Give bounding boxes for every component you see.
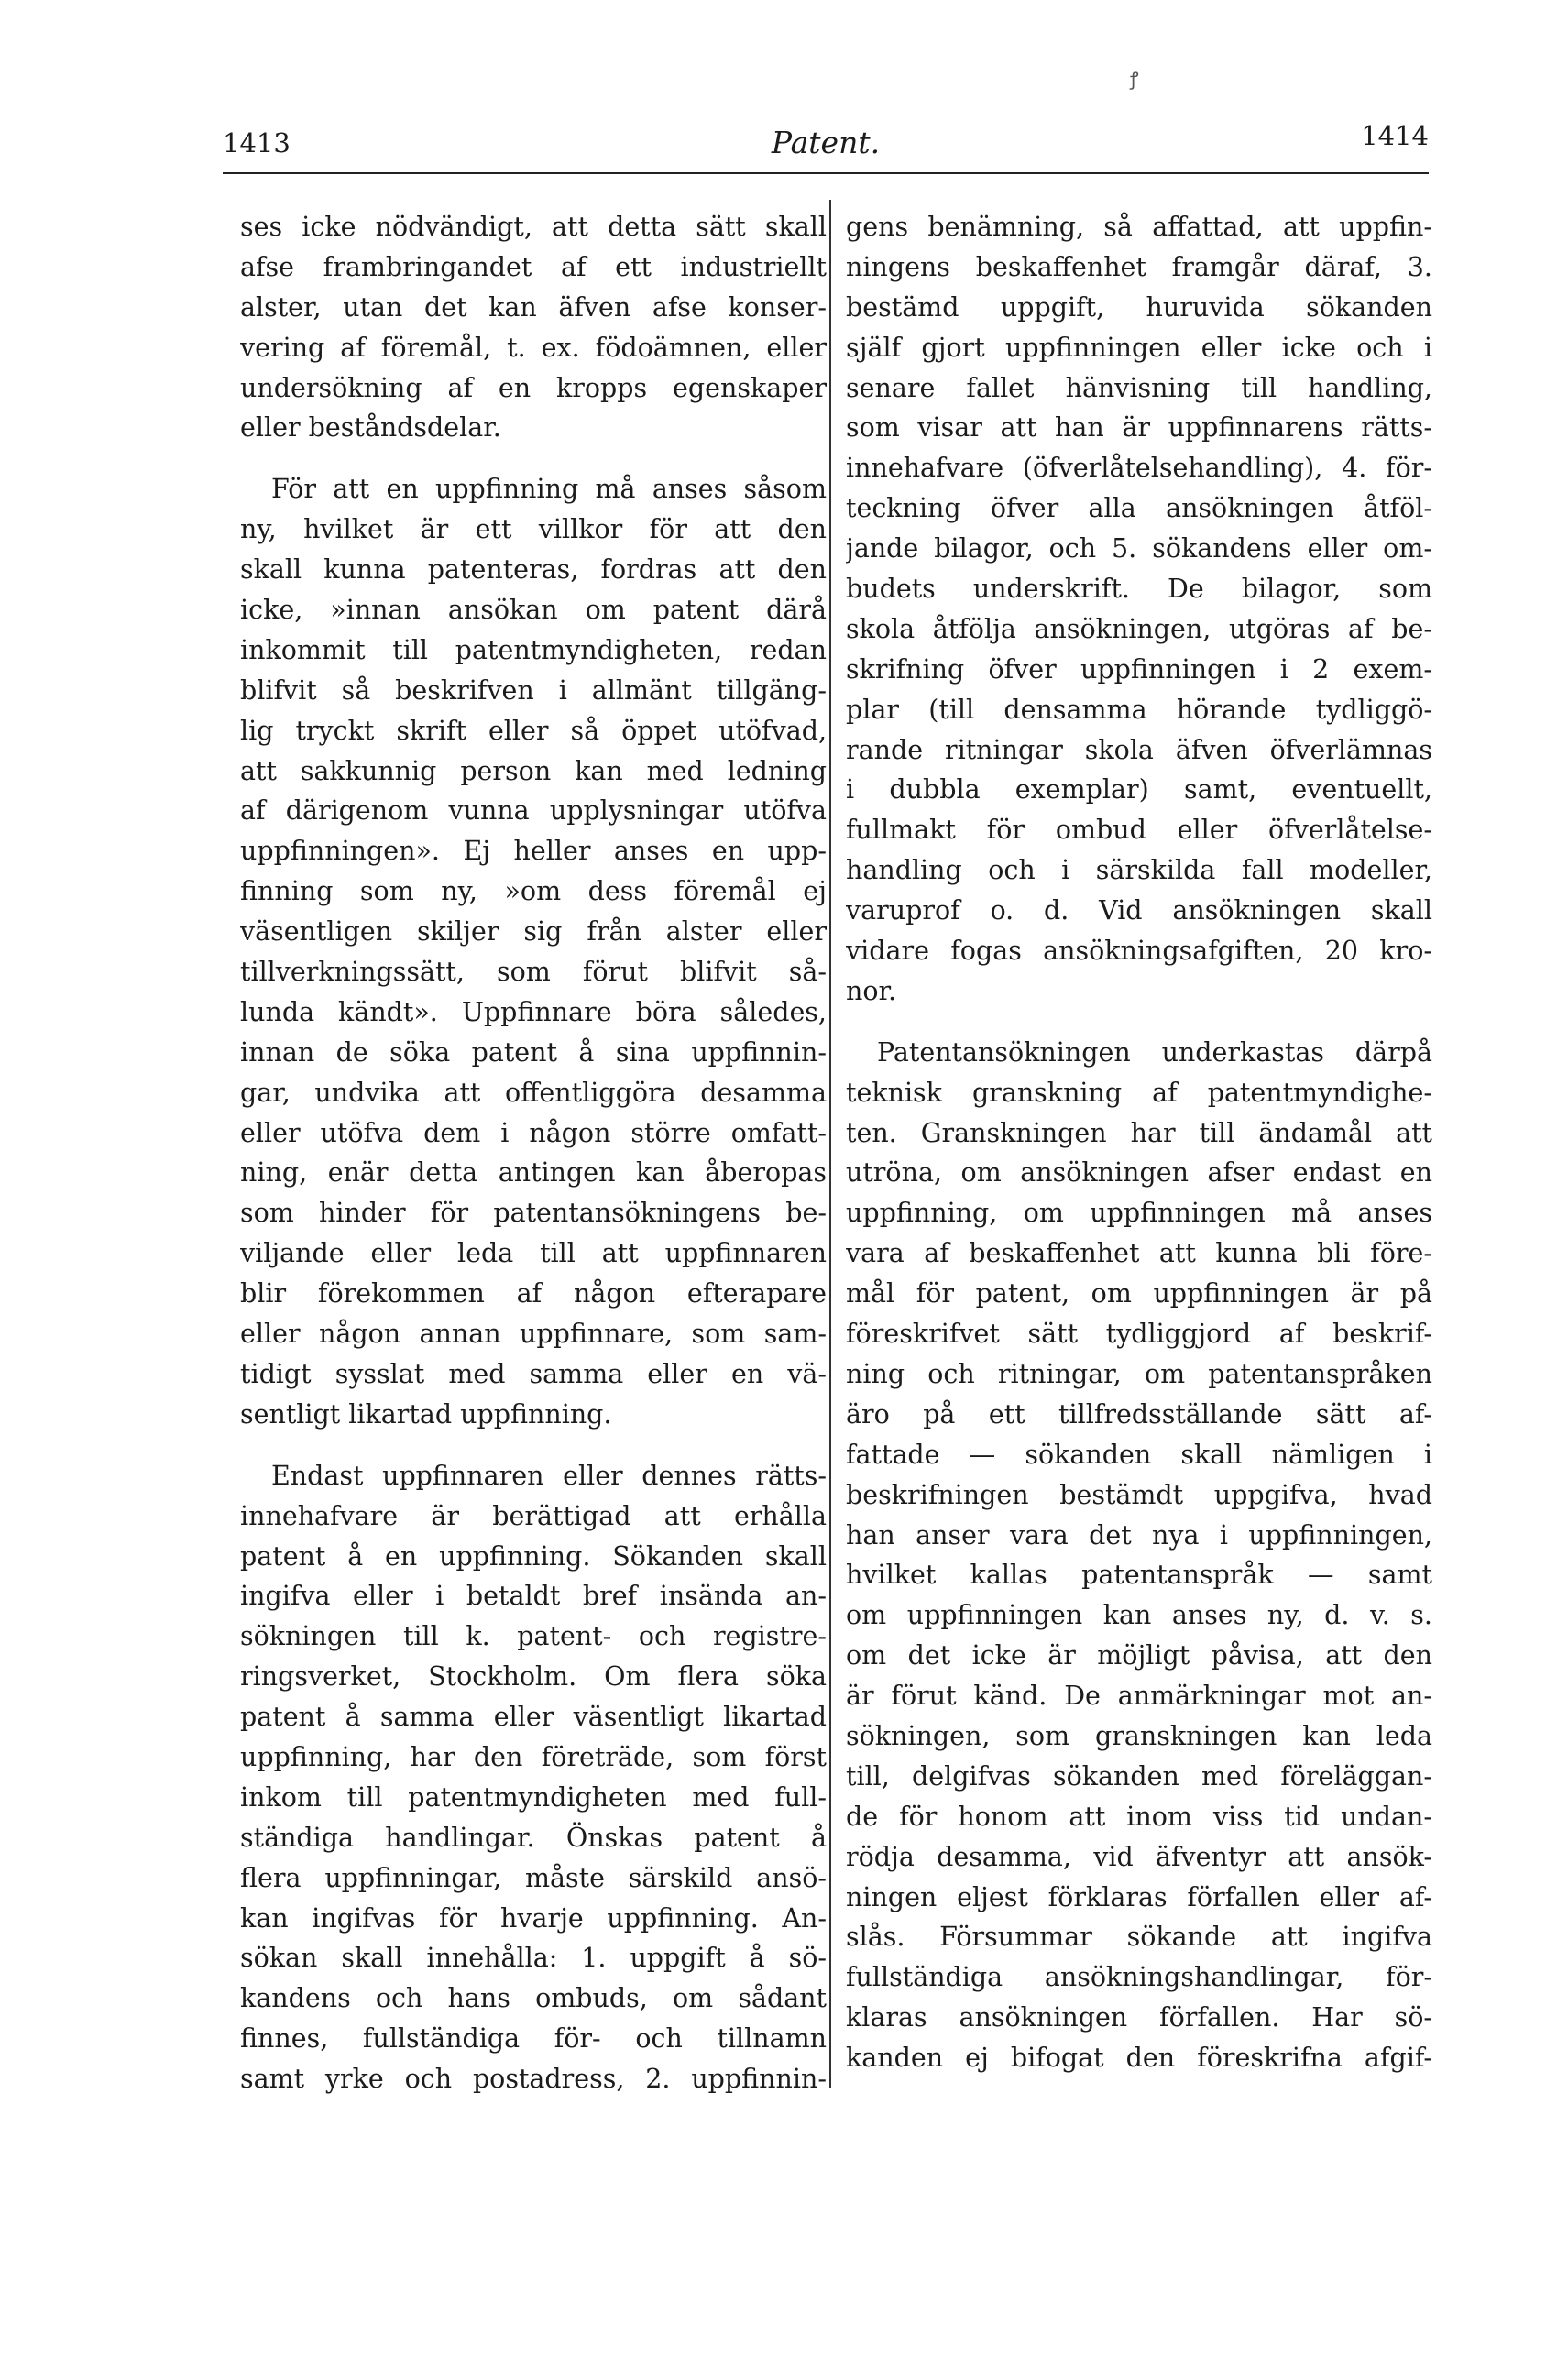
text-line: som hinder för patentansökningens be- <box>240 1198 827 1229</box>
text-line: skola åtfölja ansökningen, utgöras af be- <box>846 613 1432 644</box>
text-line: ningen eljest förklaras förfallen eller af- <box>846 1881 1432 1912</box>
text-line: beskrifningen bestämdt uppgifva, hvad <box>846 1479 1432 1510</box>
text-line: kandens och hans ombuds, om sådant <box>240 1983 827 2014</box>
text-line: ny, hvilket är ett villkor för att den <box>240 514 827 545</box>
text-line: ningens beskaffenhet framgår däraf, 3. <box>846 251 1432 282</box>
text-line: För att en uppfinning må anses såsom <box>271 474 827 505</box>
text-line: ning och ritningar, om patentanspråken <box>846 1358 1432 1389</box>
text-line: föreskrifvet sätt tydliggjord af beskrif- <box>846 1319 1432 1350</box>
text-line: ingifva eller i betaldt bref insända an- <box>240 1581 827 1612</box>
text-line: vara af beskaffenhet att kunna bli före- <box>846 1238 1432 1269</box>
text-line: af därigenom vunna upplysningar utöfva <box>240 795 827 827</box>
right-column <box>846 207 1432 2078</box>
text-line: finnes, fullständiga för- och tillnamn <box>240 2023 827 2055</box>
text-line: bestämd uppgift, huruvida sökanden <box>846 291 1432 323</box>
text-line: äro på ett tillfredsställande sätt af- <box>846 1398 1432 1430</box>
text-line: om det icke är möjligt påvisa, att den <box>846 1640 1432 1671</box>
paragraph <box>240 469 827 1434</box>
text-line: ringsverket, Stockholm. Om flera söka <box>240 1661 827 1693</box>
page-header <box>223 117 1429 174</box>
text-line: eller beståndsdelar. <box>240 412 501 444</box>
text-line: eller någon annan uppfinnare, som sam- <box>240 1319 827 1350</box>
text-line: skrifning öfver uppfinningen i 2 exem- <box>846 653 1432 685</box>
text-line: ses icke nödvändigt, att detta sätt skall <box>240 212 827 242</box>
text-line: handling och i särskilda fall modeller, <box>846 855 1432 886</box>
text-line: finning som ny, »om dess föremål ej <box>240 876 827 907</box>
text-line: väsentligen skiljer sig från alster eller <box>240 916 827 948</box>
text-line: budets underskrift. De bilagor, som <box>846 574 1432 605</box>
text-line: tillverkningssätt, som förut blifvit så- <box>240 957 827 988</box>
text-line: varuprof o. d. Vid ansökningen skall <box>846 895 1432 926</box>
left-column <box>240 207 827 2099</box>
text-line: teckning öfver alla ansökningen åtföl- <box>846 493 1432 524</box>
text-line: undersökning af en kropps egenskaper <box>240 372 827 403</box>
text-line: gens benämning, så affattad, att uppfin- <box>846 212 1432 242</box>
text-line: uppfinning, har den företräde, som först <box>240 1741 827 1772</box>
text-line: rande ritningar skola äfven öfverlämnas <box>846 734 1432 765</box>
text-line: sentligt likartad uppfinning. <box>240 1398 612 1430</box>
text-line: sökan skall innehålla: 1. uppgift å sö- <box>240 1943 827 1974</box>
column-divider <box>829 200 831 2088</box>
text-line: sökningen, som granskningen kan leda <box>846 1720 1432 1751</box>
text-line: kanden ej bifogat den föreskrifna afgif- <box>846 2043 1432 2074</box>
text-line: innan de söka patent å sina uppfinnin- <box>240 1036 827 1068</box>
text-line: alster, utan det kan äfven afse konser- <box>240 291 827 323</box>
text-line: vidare fogas ansökningsafgiften, 20 kro- <box>846 936 1432 967</box>
text-line: innehafvare är berättigad att erhålla <box>240 1500 827 1531</box>
text-line: nor. <box>846 975 897 1006</box>
text-line: blir förekommen af någon efterapare <box>240 1278 827 1309</box>
text-line: rödja desamma, vid äfventyr att ansök- <box>846 1841 1432 1872</box>
text-line: själf gjort uppfinningen eller icke och i <box>846 332 1432 363</box>
text-line: blifvit så beskrifven i allmänt tillgäng- <box>240 674 827 706</box>
text-line: patent å en uppfinning. Sökanden skall <box>240 1540 827 1572</box>
text-line: utröna, om ansökningen afser endast en <box>846 1157 1432 1189</box>
text-line: eller utöfva dem i någon större omfatt- <box>240 1117 827 1148</box>
text-line: gar, undvika att offentliggöra desamma <box>240 1077 827 1108</box>
text-line: i dubbla exemplar) samt, eventuellt, <box>846 774 1432 805</box>
text-line: uppfinningen». Ej heller anses en upp- <box>240 836 827 867</box>
text-line: lunda kändt». Uppfinnare böra således, <box>240 996 827 1027</box>
text-line: ten. Granskningen har till ändamål att <box>846 1117 1432 1148</box>
text-line: patent å samma eller väsentligt likartad <box>240 1702 827 1733</box>
text-line: fattade — sökanden skall nämligen i <box>846 1439 1432 1470</box>
text-line: innehafvare (öfverlåtelsehandling), 4. för- <box>846 453 1432 484</box>
text-line: som visar att han är uppfinnarens rätts- <box>846 412 1432 444</box>
running-head-title: Patent. <box>771 125 881 160</box>
paragraph <box>240 1456 827 2099</box>
text-line: inkommit till patentmyndigheten, redan <box>240 634 827 665</box>
text-line: sökningen till k. patent- och registre- <box>240 1621 827 1652</box>
text-line: tidigt sysslat med samma eller en vä- <box>240 1358 827 1389</box>
text-line: flera uppfinningar, måste särskild ansö- <box>240 1862 827 1893</box>
text-line: plar (till densamma hörande tydliggö- <box>846 694 1432 725</box>
text-line: Endast uppfinnaren eller dennes rätts- <box>271 1460 827 1491</box>
text-line: ning, enär detta antingen kan åberopas <box>240 1157 827 1189</box>
paragraph <box>846 1033 1432 2078</box>
text-line: hvilket kallas patentanspråk — samt <box>846 1560 1432 1591</box>
page-number-left: 1413 <box>223 127 291 159</box>
text-line: fullständiga ansökningshandlingar, för- <box>846 1962 1432 1993</box>
text-line: vering af föremål, t. ex. födoämnen, eller <box>240 332 827 363</box>
text-line: fullmakt för ombud eller öfverlåtelse- <box>846 815 1432 846</box>
text-line: om uppfinningen kan anses ny, d. v. s. <box>846 1600 1432 1631</box>
text-line: mål för patent, om uppfinningen är på <box>846 1278 1432 1309</box>
text-line: senare fallet hänvisning till handling, <box>846 372 1432 403</box>
text-line: kan ingifvas för hvarje uppfinning. An- <box>240 1902 827 1934</box>
text-line: är förut känd. De anmärkningar mot an- <box>846 1681 1432 1712</box>
text-line: han anser vara det nya i uppfinningen, <box>846 1519 1432 1551</box>
text-line: klaras ansökningen förfallen. Har sö- <box>846 2002 1432 2033</box>
text-line: de för honom att inom viss tid undan- <box>846 1801 1432 1832</box>
text-line: skall kunna patenteras, fordras att den <box>240 554 827 586</box>
text-line: till, delgifvas sökanden med föreläggan- <box>846 1760 1432 1792</box>
text-line: samt yrke och postadress, 2. uppfinnin- <box>240 2064 827 2095</box>
text-line: Patentansökningen underkastas därpå <box>877 1036 1432 1068</box>
page-number-right: 1414 <box>1361 120 1429 151</box>
text-line: afse frambringandet af ett industriellt <box>240 251 827 282</box>
text-line: jande bilagor, och 5. sökandens eller om- <box>846 533 1432 564</box>
text-line: lig tryckt skrift eller så öppet utöfvad, <box>240 715 827 746</box>
text-line: att sakkunnig person kan med ledning <box>240 755 827 786</box>
text-line: inkom till patentmyndigheten med full- <box>240 1781 827 1813</box>
paragraph <box>846 207 1432 1012</box>
text-line: uppfinning, om uppfinningen må anses <box>846 1198 1432 1229</box>
text-line: ständiga handlingar. Önskas patent å <box>240 1822 827 1853</box>
text-line: icke, »innan ansökan om patent därå <box>240 595 827 626</box>
margin-mark: ꝭ <box>1130 68 1139 90</box>
text-line: slås. Försummar sökande att ingifva <box>846 1922 1432 1953</box>
text-line: viljande eller leda till att uppfinnaren <box>240 1238 827 1269</box>
paragraph <box>240 207 827 448</box>
text-line: teknisk granskning af patentmyndighe- <box>846 1077 1432 1108</box>
